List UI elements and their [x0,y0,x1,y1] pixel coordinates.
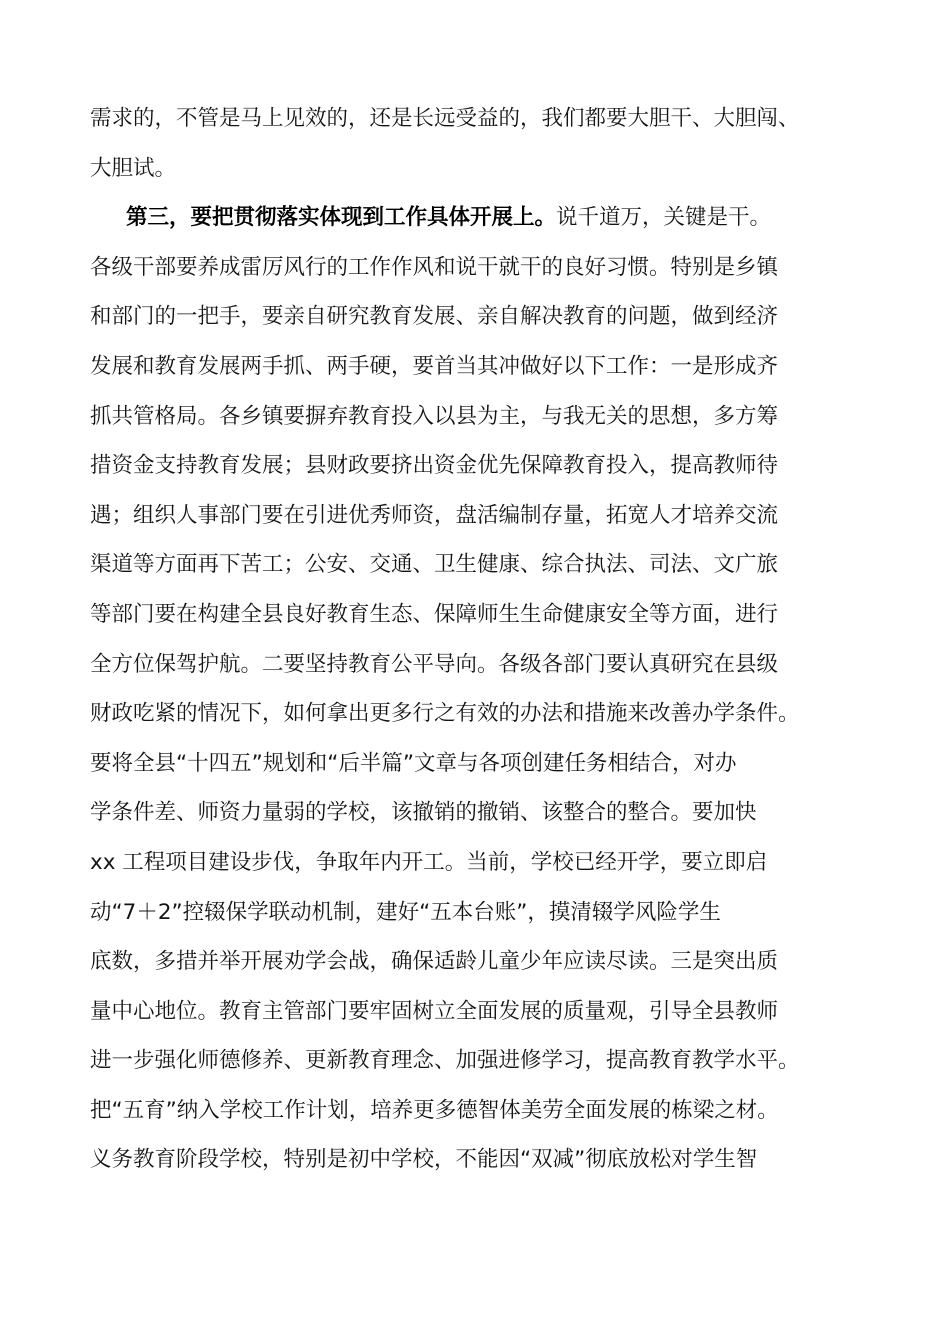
text-line: 要将全县“十四五”规划和“后半篇”文章与各项创建任务相结合，对办 [90,750,737,776]
text-line: 财政吃紧的情况下，如何拿出更多行之有效的办法和措施来改善办学条件。 [90,701,800,727]
text-line: 学条件差、师资力量弱的学校，该撤销的撤销、该整合的整合。要加快 [90,800,757,826]
section-heading-line [90,193,870,243]
text-line: 大胆试。 [90,155,177,181]
text-line: 抓共管格局。各乡镇要摒弃教育投入以县为主，与我无关的思想，多方筹 [90,403,779,429]
text-line: xx 工程项目建设步伐，争取年内开工。当前，学校已经开学，要立即启 [90,849,768,875]
text-line: 量中心地位。教育主管部门要牢固树立全面发展的质量观，引导全县教师 [90,998,779,1024]
text-line: 全方位保驾护航。二要坚持教育公平导向。各级各部门要认真研究在县级 [90,651,779,677]
section-heading: 第三，要把贯彻落实体现到工作具体开展上。 [126,205,557,231]
text-line: 把“五育”纳入学校工作计划，培养更多德智体美劳全面发展的栋梁之材。 [90,1097,779,1123]
text-line: 进一步强化师德修养、更新教育理念、加强进修学习，提高教育教学水平。 [90,1048,800,1074]
text-line: 动“7＋2”控辍保学联动机制，建好“五本台账”，摸清辍学风险学生 [90,899,721,925]
text-line: 和部门的一把手，要亲自研究教育发展、亲自解决教育的问题，做到经济 [90,304,779,330]
text-line: 各级干部要养成雷厉风行的工作作风和说干就干的良好习惯。特别是乡镇 [90,254,779,280]
text-line: 等部门要在构建全县良好教育生态、保障师生生命健康安全等方面，进行 [90,601,779,627]
body-text [90,94,870,1185]
text-line: 渠道等方面再下苦工；公安、交通、卫生健康、综合执法、司法、文广旅 [90,552,779,578]
section-heading-continuation: 说千道万，关键是干。 [556,205,772,231]
text-line: 需求的，不管是马上见效的，还是长远受益的，我们都要大胆干、大胆闯、 [90,106,800,131]
text-line: 底数，多措并举开展劝学会战，确保适龄儿童少年应读尽读。三是突出质 [90,949,779,975]
text-line: 义务教育阶段学校，特别是初中学校，不能因“双减”彻底放松对学生智 [90,1147,758,1173]
text-line: 措资金支持教育发展；县财政要挤出资金优先保障教育投入，提高教师待 [90,453,779,479]
text-line: 遇；组织人事部门要在引进优秀师资，盘活编制存量，拓宽人才培养交流 [90,502,779,528]
text-line: 发展和教育发展两手抓、两手硬，要首当其冲做好以下工作：一是形成齐 [90,353,779,379]
